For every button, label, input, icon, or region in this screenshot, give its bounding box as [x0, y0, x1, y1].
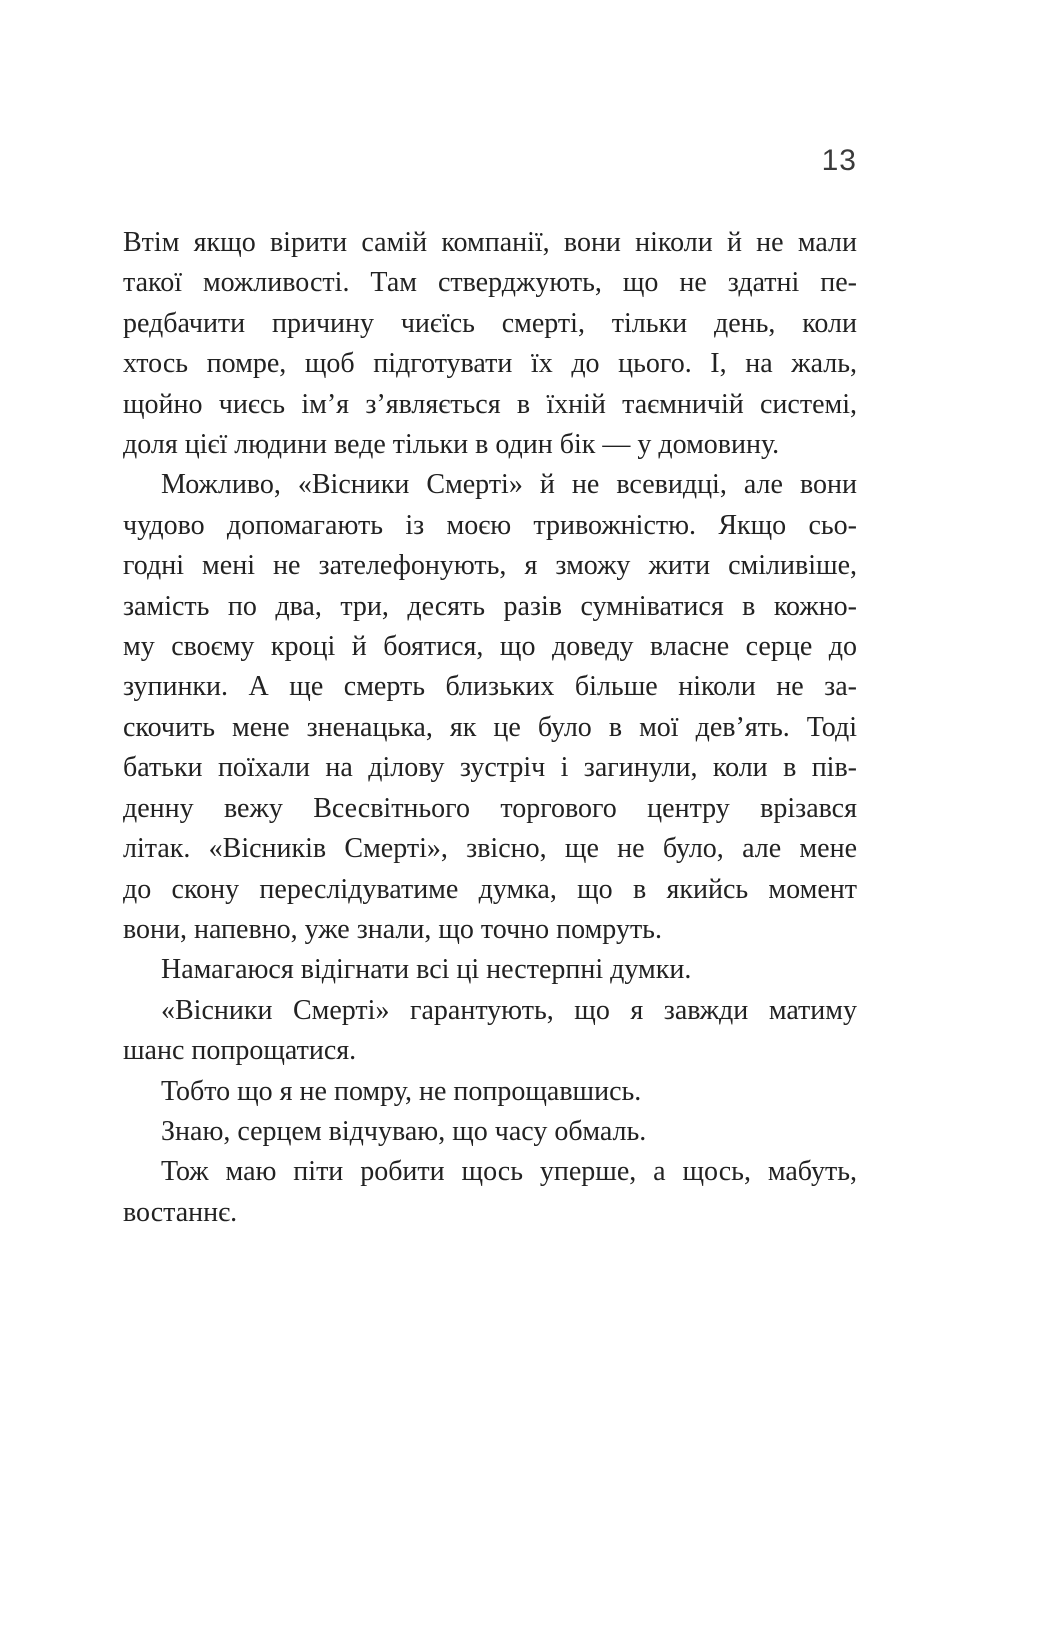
text-line: денну вежу Всесвітнього торгового центру врізався	[123, 792, 857, 824]
paragraph	[123, 1072, 857, 1112]
text-line: Тож маю піти робити щось уперше, а щось, мабуть,	[161, 1156, 857, 1188]
text-line: Знаю, серцем відчуваю, що часу обмаль.	[161, 1115, 647, 1147]
text-line: Втім якщо вірити самій компанії, вони ніколи й не мали	[123, 227, 857, 258]
paragraph	[123, 1152, 857, 1233]
text-line: Можливо, «Вісники Смерті» й не всевидці, але вони	[161, 469, 857, 501]
paragraph	[123, 991, 857, 1072]
text-line: редбачити причину чиєїсь смерті, тільки день, коли	[123, 307, 857, 339]
text-line: до скону переслідуватиме думка, що в якийсь момент	[123, 873, 857, 905]
text-block	[123, 223, 857, 1233]
text-line: востаннє.	[123, 1196, 238, 1228]
paragraph	[123, 223, 857, 465]
text-line: батьки поїхали на ділову зустріч і загинули, коли в пів-	[123, 752, 857, 784]
text-line: вони, напевно, уже знали, що точно помруть.	[123, 913, 662, 945]
text-line: щойно чиєсь ім’я з’являється в їхній таємничій системі,	[123, 388, 857, 420]
page-number: 13	[821, 144, 857, 177]
text-line: «Вісники Смерті» гарантують, що я завжди матиму	[161, 994, 857, 1026]
text-line: хтось помре, щоб підготувати їх до цього. І, на жаль,	[123, 348, 857, 380]
text-line: скочить мене зненацька, як це було в мої дев’ять. Тоді	[123, 711, 857, 743]
text-line: літак. «Вісників Смерті», звісно, ще не було, але мене	[123, 833, 857, 865]
text-line: чудово допомагають із моєю тривожністю. Якщо сьо-	[123, 509, 857, 541]
text-line: зупинки. А ще смерть близьких більше ніколи не за-	[123, 671, 857, 703]
text-line: шанс попрощатися.	[123, 1035, 357, 1067]
text-line: замість по два, три, десять разів сумніватися в кожно-	[123, 590, 857, 622]
text-line: му своєму кроці й боятися, що доведу власне серце до	[123, 631, 857, 663]
text-line: такої можливості. Там стверджують, що не здатні пе-	[123, 267, 857, 299]
paragraph	[123, 465, 857, 950]
paragraph	[123, 950, 857, 990]
text-line: годні мені не зателефонують, я зможу жити сміливіше,	[123, 550, 857, 582]
text-line: Тобто що я не помру, не попрощавшись.	[161, 1075, 642, 1107]
paragraph	[123, 1112, 857, 1152]
text-line: Намагаюся відігнати всі ці нестерпні думки.	[161, 954, 692, 986]
text-line: доля цієї людини веде тільки в один бік — у домовину.	[123, 429, 780, 461]
